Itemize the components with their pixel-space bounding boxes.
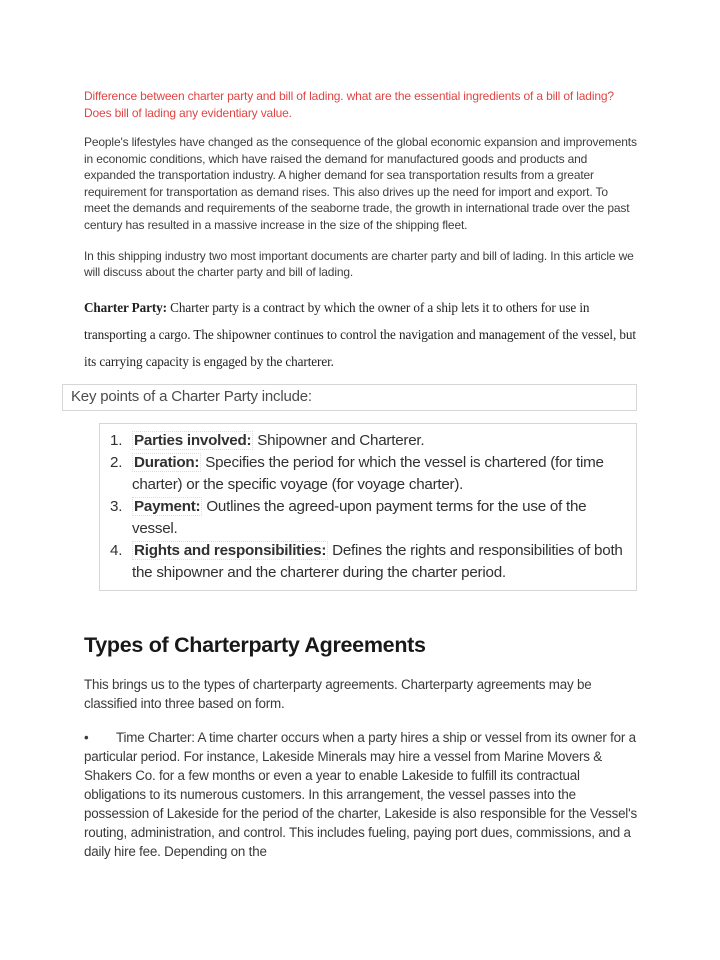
key-point-label: Parties involved:	[134, 431, 252, 449]
intro-paragraph: People's lifestyles have changed as the consequence of the global economic expansion and improvements in economic conditions, which have raised the demand for manufactured goods and products and expanded the transportation industry. A higher demand for sea transportation results from a greater requirement for transportation as demand rises. This also drives up the need for import and export. To meet the demands and requirements of the seaborne trade, the growth in international trade over the past century has resulted in a massive increase in the size of the shipping fleet.	[84, 135, 637, 232]
key-point-item-2	[110, 452, 628, 496]
key-point-label: Duration:	[134, 453, 200, 471]
time-charter-text: Time Charter: A time charter occurs when a party hires a ship or vessel from its owner for a particular period. For instance, Lakeside Minerals may hire a vessel from Marine Movers & Shakers Co. for a few months or even a year to enable Lakeside to fulfill its contractual obligations to its numerous customers. In this arrangement, the vessel passes into the possession of Lakeside for the period of the charter, Lakeside is also responsible for the Vessel's routing, administration, and control. This includes fueling, paying port dues, commissions, and a daily hire fee. Depending on the	[84, 729, 637, 859]
definition-term: Charter Party:	[84, 299, 167, 315]
list-number: 4.	[110, 541, 123, 559]
key-point-description: Shipowner and Charterer.	[253, 431, 425, 449]
section-intro-paragraph: This brings us to the types of charterparty agreements. Charterparty agreements may be classified into three based on form.	[84, 676, 592, 711]
key-point-text	[132, 452, 628, 496]
bullet-icon: •	[84, 729, 89, 745]
key-point-text	[132, 540, 628, 584]
key-point-item-3	[110, 496, 628, 540]
question-text	[84, 88, 637, 121]
question-line-2: Does bill of lading any evidentiary value.	[84, 105, 292, 120]
context-paragraph: In this shipping industry two most important documents are charter party and bill of lading. In this article we will discuss about the charter party and bill of lading.	[84, 248, 634, 280]
question-line-1: Difference between charter party and bill of lading. what are the essential ingredients of a bill of lading?	[84, 89, 614, 103]
key-point-item-4	[110, 540, 628, 584]
key-point-description: Defines the rights and responsibilities of both the shipowner and the charterer during the charter period.	[132, 541, 623, 581]
key-points-title: Key points of a Charter Party include:	[71, 387, 312, 405]
key-point-text	[132, 496, 628, 540]
key-point-label: Rights and responsibilities:	[134, 541, 327, 559]
key-point-description: Outlines the agreed-upon payment terms for the use of the vessel.	[132, 497, 587, 537]
key-point-description: Specifies the period for which the vessel is chartered (for time charter) or the specific voyage (for voyage charter).	[132, 453, 604, 493]
list-number: 3.	[110, 497, 123, 515]
key-points-title-box	[62, 384, 637, 411]
list-number: 1.	[110, 431, 123, 449]
list-number: 2.	[110, 453, 123, 471]
key-point-text	[132, 430, 628, 452]
definition-body: Charter party is a contract by which the owner of a ship lets it to others for use in transporting a cargo. The shipowner continues to control the navigation and management of the vessel, but its carrying capacity is engaged by the charterer.	[84, 299, 636, 369]
key-points-list	[110, 430, 628, 584]
charter-party-definition	[84, 294, 637, 375]
section-heading: Types of Charterparty Agreements	[84, 632, 426, 657]
time-charter-paragraph	[84, 728, 637, 861]
key-points-list-box	[99, 423, 637, 591]
key-point-label: Payment:	[134, 497, 201, 515]
key-point-item-1	[110, 430, 628, 452]
